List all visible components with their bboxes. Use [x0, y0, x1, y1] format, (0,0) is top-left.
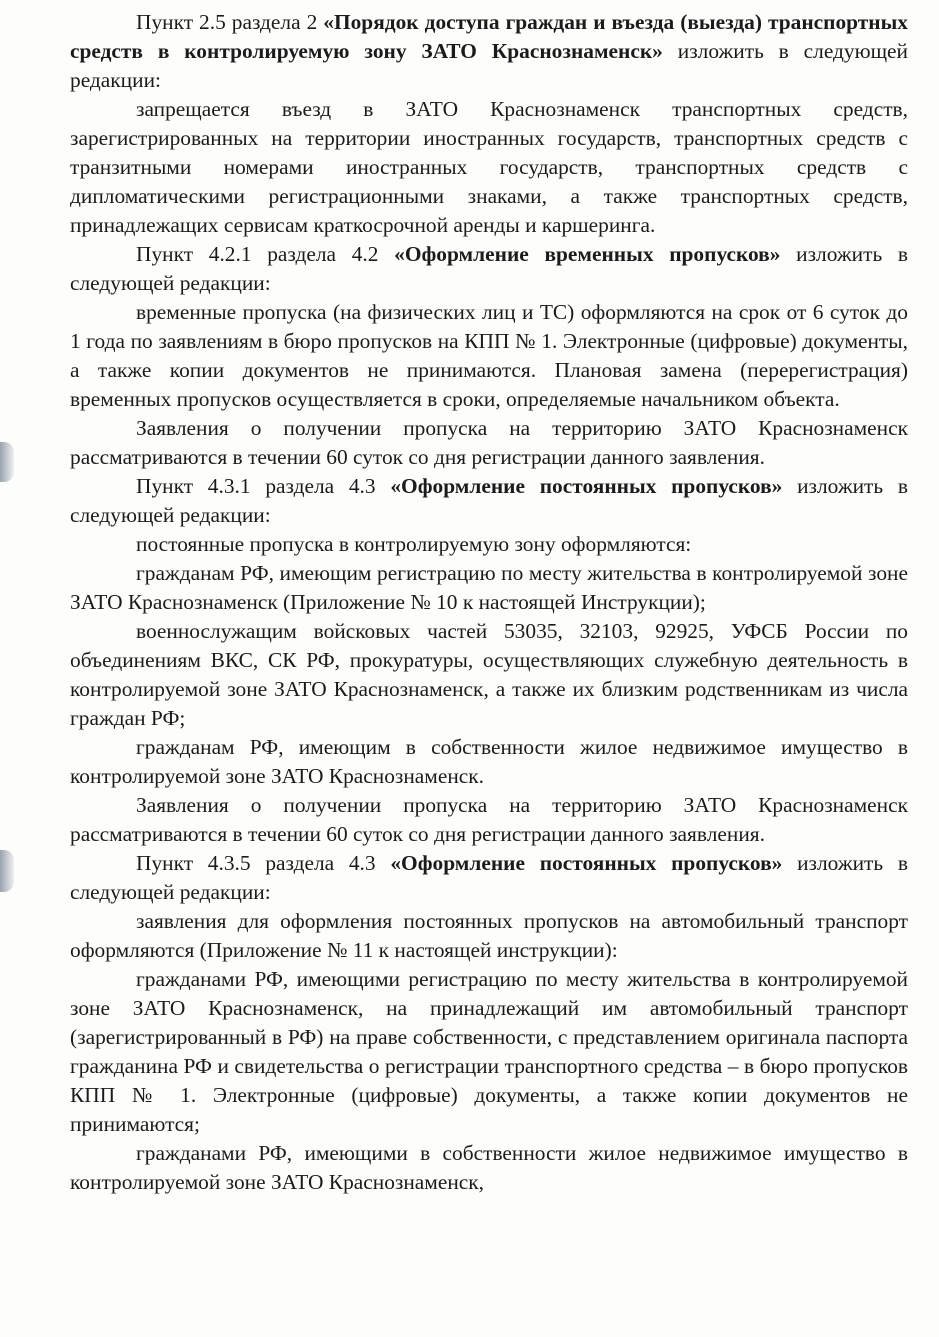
- amendment-heading-4-2-1: [70, 240, 908, 298]
- list-item-vehicle-residents: гражданами РФ, имеющими регистрацию по месту жительства в контролируемой зоне ЗАТО Краснознаменск, на принадлежащий им автомобильный транспорт (зарегистрированный в РФ) на праве собственности, с представлением оригинала паспорта гражданина РФ и свидетельства о регистрации транспортного средства – в бюро пропусков КПП № 1. Электронные (цифровые) документы, а также копии документов не принимаются;: [70, 967, 908, 1136]
- section-title: «Порядок доступа граждан и въезда (выезда) транспортных средств в контролируемую зону ЗАТО Краснознаменск»: [70, 10, 909, 63]
- amendment-tail: изложить в следующей редакции:: [70, 851, 908, 904]
- permanent-pass-intro: постоянные пропуска в контролируемую зону оформляются:: [136, 532, 692, 556]
- amendment-lead: Пункт 2.5 раздела 2: [136, 10, 324, 34]
- entry-ban-paragraph: запрещается въезд в ЗАТО Краснознаменск транспортных средств, зарегистрированных на территории иностранных государств, транспортных средств с транзитными номерами иностранных государств, транспортных средств с дипломатическими регистрационными знаками, а также транспортных средств, принадлежащих сервисам краткосрочной аренды и каршеринга.: [70, 97, 908, 237]
- temporary-pass-paragraph: временные пропуска (на физических лиц и ТС) оформляются на срок от 6 суток до 1 года по заявлениям в бюро пропусков на КПП № 1. Электронные (цифровые) документы, а также копии документов не принимаются. Плановая замена (перерегистрация) временных пропусков осуществляется в сроки, определяемые начальником объекта.: [70, 300, 908, 411]
- amendment-heading-4-3-5: [70, 849, 908, 907]
- list-item-military: военнослужащим войсковых частей 53035, 32103, 92925, УФСБ России по объединениям ВКС, СК РФ, прокуратуры, осуществляющих служебную деятельность в контролируемой зоне ЗАТО Краснознаменск, а также их близким родственникам из числа граждан РФ;: [70, 619, 908, 730]
- vehicle-pass-intro: заявления для оформления постоянных пропусков на автомобильный транспорт оформляются (Приложение № 11 к настоящей инструкции):: [70, 909, 908, 962]
- amendment-heading-4-3-1: [70, 472, 908, 530]
- amendment-lead: Пункт 4.2.1 раздела 4.2: [136, 242, 395, 266]
- amendment-heading-2-5: [70, 8, 908, 95]
- amendment-tail: изложить в следующей редакции:: [70, 242, 908, 295]
- amendment-tail: изложить в следующей редакции:: [70, 39, 909, 92]
- amendment-lead: Пункт 4.3.5 раздела 4.3: [136, 851, 391, 875]
- section-title: «Оформление временных пропусков»: [394, 242, 781, 266]
- list-item-residents: гражданам РФ, имеющим регистрацию по месту жительства в контролируемой зоне ЗАТО Краснознаменск (Приложение № 10 к настоящей Инструкции);: [70, 561, 908, 614]
- list-item-vehicle-property-owners: гражданами РФ, имеющими в собственности жилое недвижимое имущество в контролируемой зоне ЗАТО Краснознаменск,: [70, 1141, 908, 1194]
- application-review-paragraph: Заявления о получении пропуска на территорию ЗАТО Краснознаменск рассматриваются в течении 60 суток со дня регистрации данного заявления.: [70, 793, 908, 846]
- section-title: «Оформление постоянных пропусков»: [390, 851, 783, 875]
- document-body: [70, 8, 908, 1197]
- list-item-property-owners: гражданам РФ, имеющим в собственности жилое недвижимое имущество в контролируемой зоне ЗАТО Краснознаменск.: [70, 735, 908, 788]
- binding-hole-mark: [0, 442, 14, 482]
- amendment-tail: изложить в следующей редакции:: [70, 474, 908, 527]
- amendment-lead: Пункт 4.3.1 раздела 4.3: [136, 474, 391, 498]
- application-review-paragraph: Заявления о получении пропуска на территорию ЗАТО Краснознаменск рассматриваются в течении 60 суток со дня регистрации данного заявления.: [70, 416, 908, 469]
- section-title: «Оформление постоянных пропусков»: [390, 474, 783, 498]
- binding-hole-mark: [0, 850, 14, 892]
